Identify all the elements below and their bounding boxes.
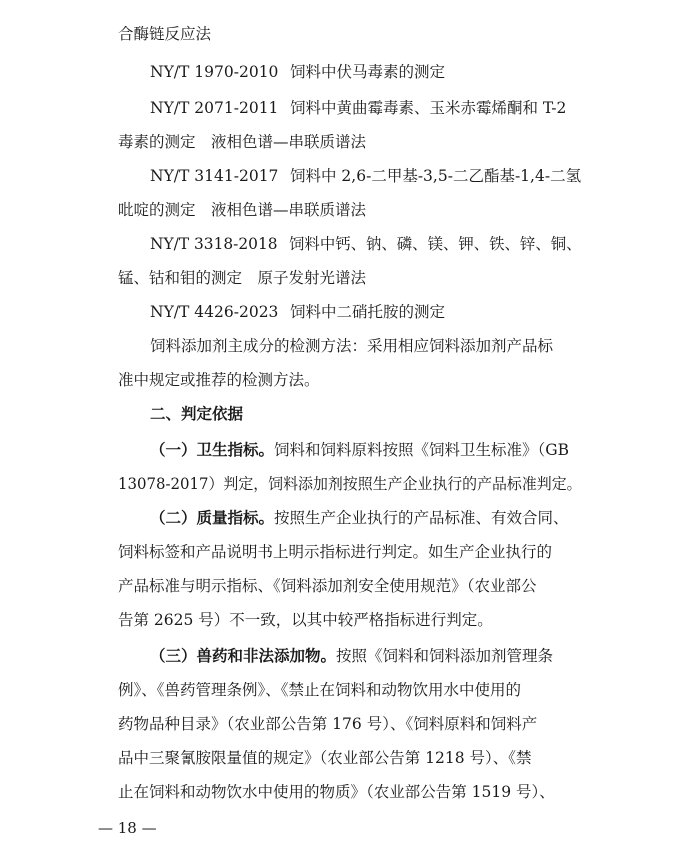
- standard-code: NY/T 2071-2011: [150, 99, 279, 117]
- paragraph-lead-line: （二）质量指标。按照生产企业执行的产品标准、有效合同、: [150, 508, 569, 527]
- text-line: 止在饲料和动物饮水中使用的物质》（农业部公告第 1519 号）、: [118, 783, 555, 801]
- text-line: 13078-2017）判定，饲料添加剂按照生产企业执行的产品标准判定。: [118, 475, 582, 493]
- text-line: 产品标准与明示指标、《饲料添加剂安全使用规范》（农业部公: [118, 577, 537, 595]
- text-line: 合酶链反应法: [118, 25, 212, 43]
- subheading: （二）质量指标。: [150, 508, 275, 527]
- paragraph-lead-line: （一）卫生指标。饲料和饲料原料按照《饲料卫生标准》（GB: [150, 440, 570, 459]
- text-line: 吡啶的测定 液相色谱—串联质谱法: [118, 201, 367, 219]
- text-line: 药物品种目录》（农业部公告第 176 号）、《饲料原料和饲料产: [118, 715, 538, 733]
- standard-line: NY/T 1970-2010 饲料中伏马毒素的测定: [150, 63, 446, 81]
- text-line: 锰、钴和钼的测定 原子发射光谱法: [118, 269, 367, 287]
- standard-code: NY/T 3141-2017: [150, 167, 279, 185]
- section-heading: 二、判定依据: [150, 404, 244, 423]
- text-line: 饲料添加剂主成分的检测方法：采用相应饲料添加剂产品标: [150, 337, 554, 355]
- page-number: — 18 —: [98, 819, 157, 837]
- text-line: 毒素的测定 液相色谱—串联质谱法: [118, 133, 367, 151]
- standard-line: NY/T 4426-2023 饲料中二硝托胺的测定: [150, 303, 446, 321]
- paragraph-lead-line: （三）兽药和非法添加物。按照《饲料和饲料添加剂管理条: [150, 646, 554, 665]
- standard-code: NY/T 4426-2023: [150, 303, 279, 321]
- text-line: 品中三聚氰胺限量值的规定》（农业部公告第 1218 号）、《禁: [118, 749, 532, 767]
- subheading: （一）卫生指标。: [150, 440, 275, 459]
- standard-line: NY/T 3141-2017 饲料中 2,6-二甲基-3,5-二乙酯基-1,4-二氢: [150, 167, 582, 185]
- standard-code: NY/T 3318-2018: [150, 235, 278, 253]
- standard-line: NY/T 2071-2011 饲料中黄曲霉毒素、玉米赤霉烯酮和 T-2: [150, 99, 567, 117]
- standard-code: NY/T 1970-2010: [150, 63, 279, 81]
- text-line: 准中规定或推荐的检测方法。: [118, 371, 320, 389]
- subheading: （三）兽药和非法添加物。: [150, 646, 337, 665]
- standard-line: NY/T 3318-2018 饲料中钙、钠、磷、镁、钾、铁、锌、铜、: [150, 235, 582, 253]
- text-line: 例》、《兽药管理条例》、《禁止在饲料和动物饮用水中使用的: [118, 681, 522, 699]
- text-line: 饲料标签和产品说明书上明示指标进行判定。如生产企业执行的: [118, 543, 553, 561]
- text-line: 告第 2625 号）不一致，以其中较严格指标进行判定。: [118, 611, 493, 629]
